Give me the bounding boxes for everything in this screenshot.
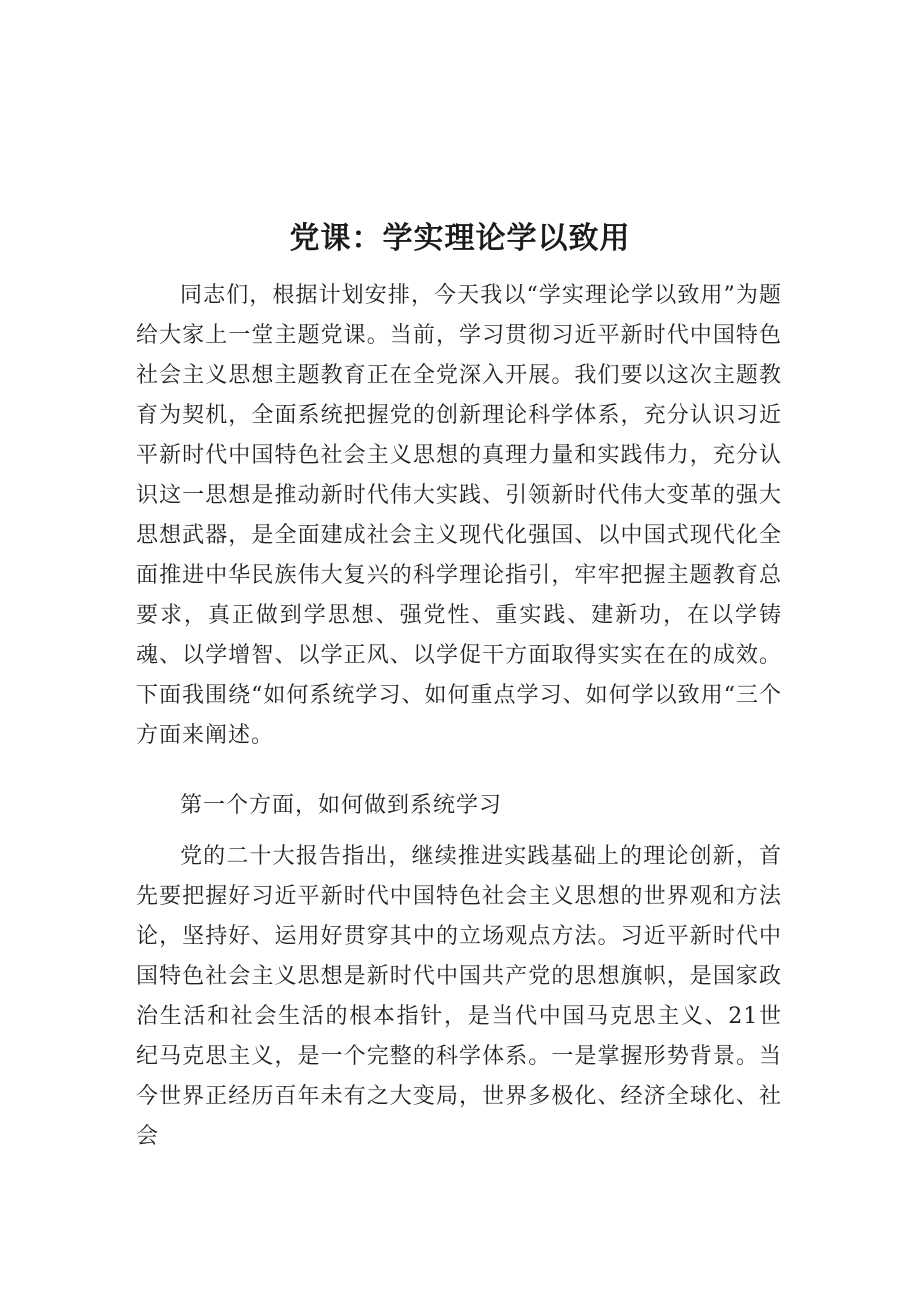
section-heading-first-aspect: 第一个方面，如何做到系统学习: [180, 793, 503, 818]
document-title: 党课：学实理论学以致用: [289, 221, 631, 256]
paragraph-intro: 同志们，根据计划安排，今天我以“学实理论学以致用”为题给大家上一堂主题党课。当前，学习贯彻习近平新时代中国特色社会主义思想主题教育正在全党深入开展。我们要以这次主题教育为契机，全面系统把握党的创新理论科学体系，充分认识习近平新时代中国特色社会主义思想的真理力量和实践伟力，充分认识这一思想是推动新时代伟大实践、引领新时代伟大变革的强大思想武器，是全面建成社会主义现代化强国、以中国式现代化全面推进中华民族伟大复兴的科学理论指引，牢牢把握主题教育总要求，真正做到学思想、强党性、重实践、建新功，在以学铸魂、以学增智、以学正风、以学促干方面取得实实在在的成效。下面我围绕“如何系统学习、如何重点学习、如何学以致用“三个方面来阐述。: [136, 283, 782, 748]
paragraph-first-aspect-body: 党的二十大报告指出，继续推进实践基础上的理论创新，首先要把握好习近平新时代中国特色社会主义思想的世界观和方法论，坚持好、运用好贯穿其中的立场观点方法。习近平新时代中国特色社会主义思想是新时代中国共产党的思想旗帜，是国家政治生活和社会生活的根本指针，是当代中国马克思主义、21世纪马克思主义，是一个完整的科学体系。一是掌握形势背景。当今世界正经历百年未有之大变局，世界多极化、经济全球化、社会: [136, 844, 782, 1149]
